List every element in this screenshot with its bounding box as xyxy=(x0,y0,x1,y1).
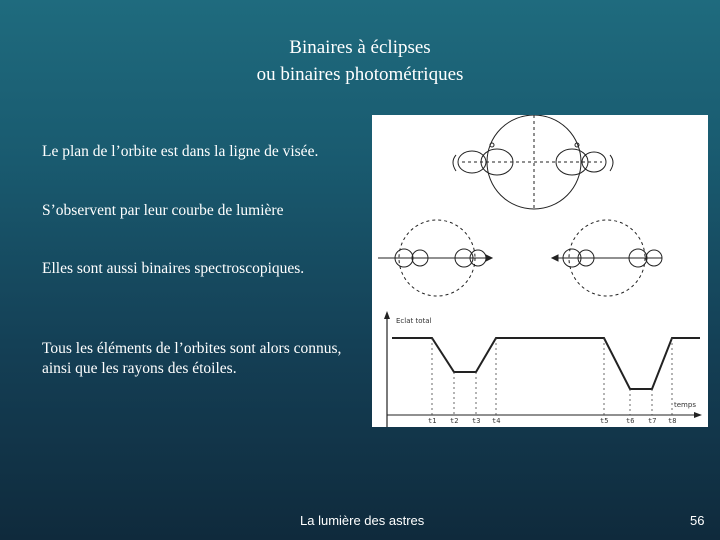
tick-t1: t1 xyxy=(428,417,437,425)
time-axis-label: temps xyxy=(674,401,696,409)
middle-orbit-diagram xyxy=(378,220,662,296)
top-orbit-diagram xyxy=(453,115,613,209)
bullet-spectroscopic: Elles sont aussi binaires spectroscopiques. xyxy=(42,260,305,277)
page-number: 56 xyxy=(690,513,705,528)
bullet-light-curve: S’observent par leur courbe de lumière xyxy=(42,202,284,219)
slide-title xyxy=(0,34,720,88)
tick-t7: t7 xyxy=(648,417,657,425)
light-curve-plot xyxy=(384,311,702,427)
eclipsing-binary-diagram xyxy=(372,115,708,427)
tick-t3: t3 xyxy=(472,417,481,425)
tick-t8: t8 xyxy=(668,417,677,425)
tick-t6: t6 xyxy=(626,417,635,425)
footer-text: La lumière des astres xyxy=(300,513,425,528)
light-axis-label: Eclat total xyxy=(396,317,432,325)
tick-t2: t2 xyxy=(450,417,459,425)
tick-t5: t5 xyxy=(600,417,609,425)
tick-t4: t4 xyxy=(492,417,501,425)
title-line-2: ou binaires photométriques xyxy=(256,64,464,85)
bullet-orbit-elements: Tous les éléments de l’orbites sont alors connus, ainsi que les rayons des étoiles. xyxy=(42,340,342,377)
light-curve-line xyxy=(392,338,700,389)
bullet-orbit-plane: Le plan de l’orbite est dans la ligne de visée. xyxy=(42,143,319,160)
title-line-1: Binaires à éclipses xyxy=(289,37,431,58)
eclipsing-binary-figure xyxy=(372,115,708,427)
